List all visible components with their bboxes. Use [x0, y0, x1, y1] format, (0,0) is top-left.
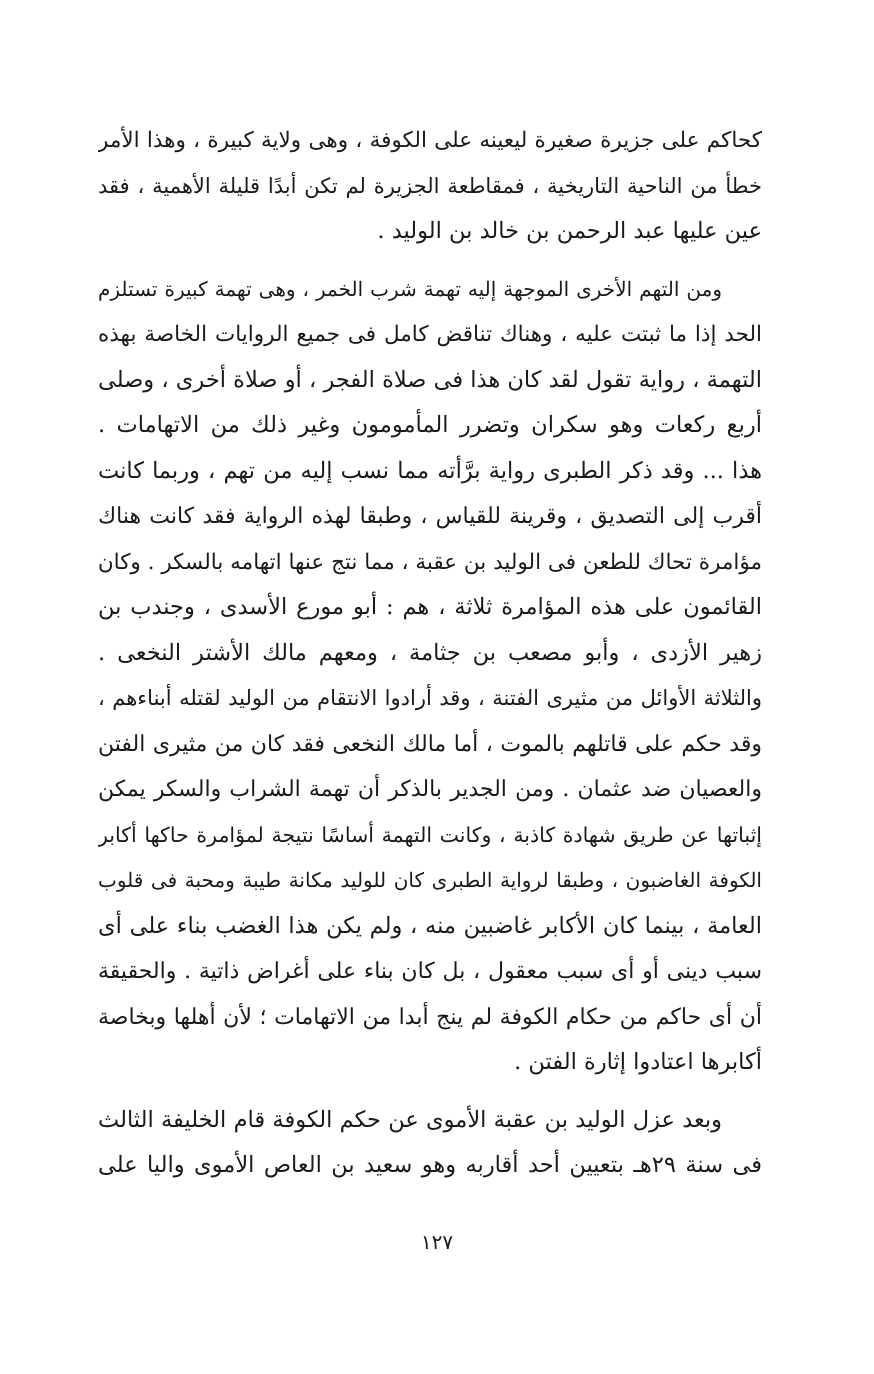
text-line: أقرب إلى التصديق ، وقرينة للقياس ، وطبقا لهذه الرواية فقد كانت هناك: [98, 504, 762, 529]
text-line: زهير الأزدى ، وأبو مصعب بن جثامة ، ومعهم مالك الأشتر النخعى .: [98, 639, 762, 666]
text-line: الحد إذا ما ثبتت عليه ، وهناك تناقض كامل فى جميع الروايات الخاصة بهذه: [98, 322, 762, 347]
text-line: التهمة ، رواية تقول لقد كان هذا فى صلاة الفجر ، أو صلاة أخرى ، وصلى: [98, 366, 762, 393]
text-line: كحاكم على جزيرة صغيرة ليعينه على الكوفة ، وهى ولاية كبيرة ، وهذا الأمر: [98, 128, 762, 153]
text-line: عين عليها عبد الرحمن بن خالد بن الوليد .: [377, 218, 762, 244]
text-line: وبعد عزل الوليد بن عقبة الأموى عن حكم الكوفة قام الخليفة الثالث: [98, 1106, 722, 1133]
paragraph-2: [98, 267, 762, 1086]
text-line: الكوفة الغاضبون ، وطبقا لرواية الطبرى كان للوليد مكانة طيبة ومحبة فى قلوب: [98, 868, 762, 892]
text-line: سبب دينى أو أى سبب معقول ، بل كان بناء على أغراض ذاتية . والحقيقة: [98, 959, 762, 984]
page-number: ١٢٧: [420, 1230, 454, 1254]
paragraph-1: [98, 118, 762, 255]
text-line: أربع ركعات وهو سكران وتضرر المأمومون وغير ذلك من الاتهامات .: [98, 412, 762, 438]
text-line: والعصيان ضد عثمان . ومن الجدير بالذكر أن تهمة الشراب والسكر يمكن: [98, 777, 762, 802]
text-line: والثلاثة الأوائل من مثيرى الفتنة ، وقد أرادوا الانتقام من الوليد لقتله أبناءهم ،: [98, 686, 762, 710]
text-line: وقد حكم على قاتلهم بالموت ، أما مالك النخعى فقد كان من مثيرى الفتن: [98, 731, 762, 757]
paragraph-3: [98, 1098, 762, 1189]
body-text: [98, 118, 762, 1189]
paragraph-spacer: [98, 1086, 762, 1098]
text-line: هذا ... وقد ذكر الطبرى رواية برَّأته مما نسب إليه من تهم ، وربما كانت: [98, 457, 762, 484]
text-line: خطأ من الناحية التاريخية ، فمقاطعة الجزيرة لم تكن أبدًا قليلة الأهمية ، فقد: [98, 173, 762, 198]
text-line: أن أى حاكم من حكام الكوفة لم ينج أبدا من الاتهامات ؛ لأن أهلها وبخاصة: [98, 1004, 762, 1030]
text-line: فى سنة ٢٩هـ بتعيين أحد أقاربه وهو سعيد بن العاص الأموى واليا على: [98, 1152, 762, 1178]
text-line: إثباتها عن طريق شهادة كاذبة ، وكانت التهمة أساسًا نتيجة لمؤامرة حاكها أكابر: [98, 822, 762, 847]
text-line: القائمون على هذه المؤامرة ثلاثة ، هم : أبو مورع الأسدى ، وجندب بن: [98, 594, 762, 620]
text-line: ومن التهم الأخرى الموجهة إليه تهمة شرب الخمر ، وهى تهمة كبيرة تستلزم: [98, 276, 722, 301]
text-line: أكابرها اعتادوا إثارة الفتن .: [514, 1049, 762, 1075]
text-line: العامة ، بينما كان الأكابر غاضبين منه ، ولم يكن هذا الغضب بناء على أى: [98, 912, 762, 939]
text-line: مؤامرة تحاك للطعن فى الوليد بن عقبة ، مما نتج عنها اتهامه بالسكر . وكان: [98, 549, 762, 575]
paragraph-spacer: [98, 255, 762, 267]
